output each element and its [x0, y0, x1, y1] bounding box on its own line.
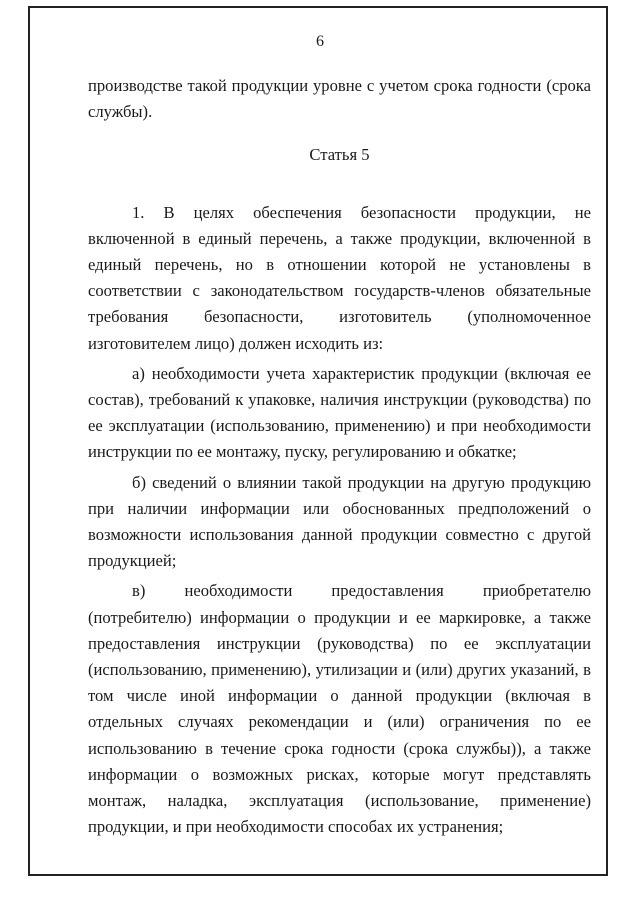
document-body [88, 73, 591, 840]
continuation-paragraph: производстве такой продукции уровне с учетом срока годности (срока службы). [88, 76, 591, 122]
paragraph-b: б) сведений о влиянии такой продукции на другую продукцию при наличии информации или обоснованных предположений о возможности использования данной продукции совместно с другой продукцией; [88, 472, 591, 571]
paragraph-v: в) необходимости предоставления приобретателю (потребителю) информации о продукции и ее маркировке, а также предоставления инструкции (руководства) по ее эксплуатации (использованию, применению), утилизации и (или) других указаний, в том числе иной информации о данной продукции (включая в отдельных случаях рекомендации и (или) ограничения по ее использованию в течение срока годности (срока службы)), а также информации о возможных рисках, которые могут представлять монтаж, наладка, эксплуатация (использование, применение) продукции, и при необходимости способах их устранения; [88, 581, 591, 837]
paragraph-a: а) необходимости учета характеристик продукции (включая ее состав), требований к упаковке, наличия инструкции (руководства) по ее эксплуатации (использованию, применению) и при необходимости инструкции по ее монтажу, пуску, регулированию и обкатке; [88, 363, 591, 462]
page-number: 6 [316, 33, 324, 50]
article-heading: Статья 5 [309, 145, 370, 165]
paragraph-1: 1. В целях обеспечения безопасности продукции, не включенной в единый перечень, а также продукции, включенной в единый перечень, но в отношении которой не установлены в соответствии с законодательством государств-членов обязательные требования безопасности, изготовитель (уполномоченное изготовителем лицо) должен исходить из: [88, 202, 591, 353]
